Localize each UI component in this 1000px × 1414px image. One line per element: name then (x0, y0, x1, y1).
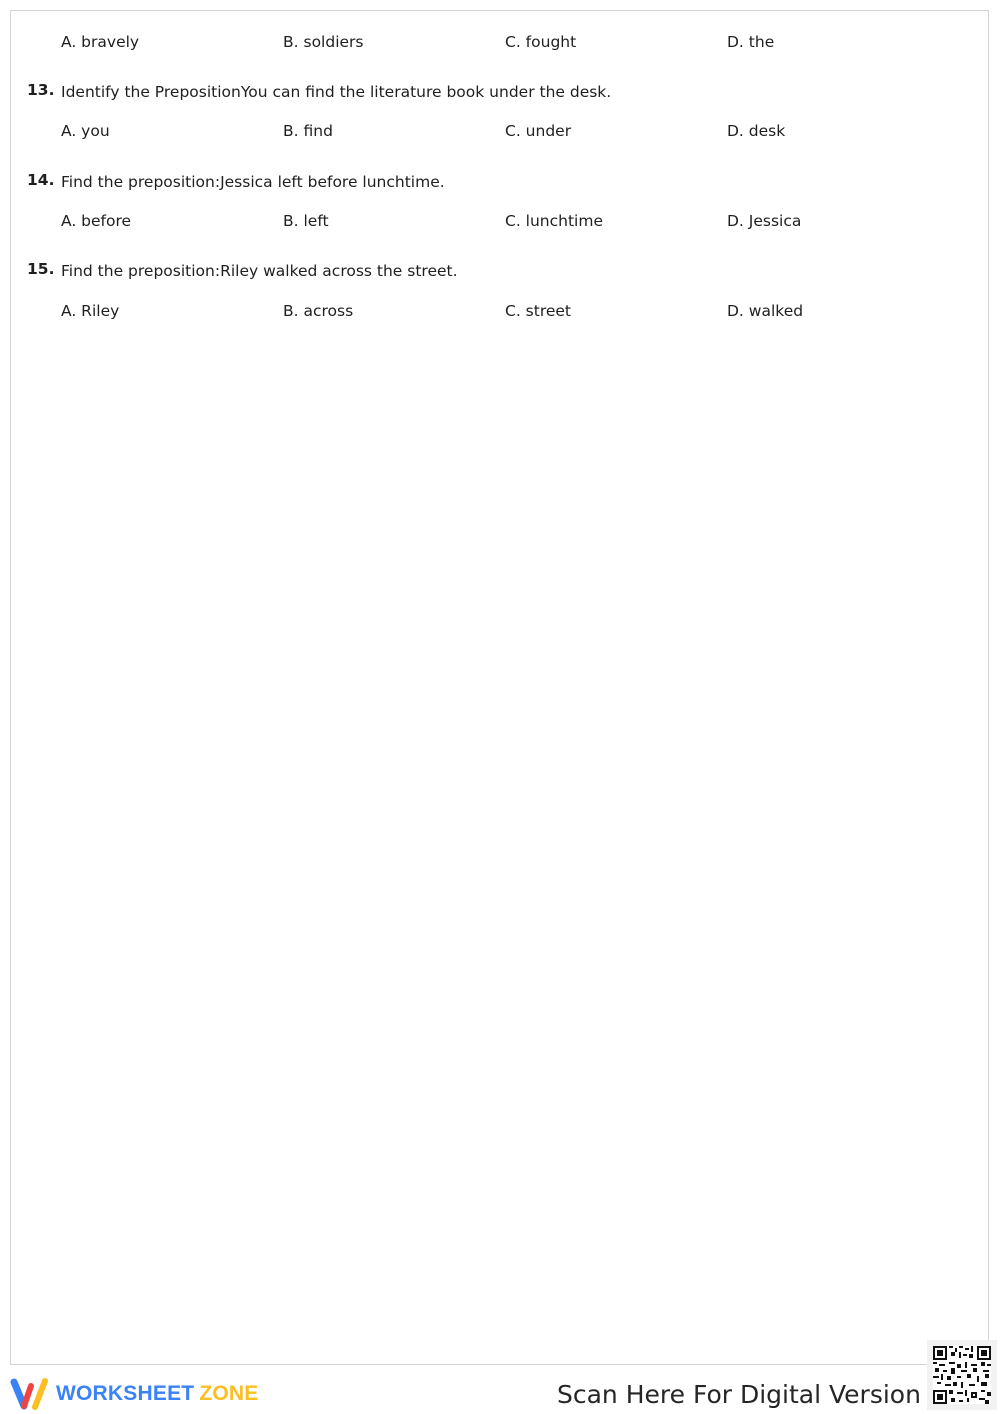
option-c: C. under (505, 122, 572, 140)
option-a: A. before (61, 212, 132, 230)
logo-text-zone: ZONE (199, 1382, 259, 1405)
question-13-options (0, 120, 1000, 142)
worksheetzone-logo[interactable] (9, 1377, 258, 1411)
option-b: B. left (283, 212, 329, 230)
option-b: B. across (283, 302, 354, 320)
question-14 (0, 170, 1000, 194)
question-number: 15. (27, 260, 55, 278)
question-15-options (0, 300, 1000, 322)
option-a: A. you (61, 122, 110, 140)
question-15 (0, 259, 1000, 283)
worksheetzone-logo-icon (9, 1377, 51, 1411)
option-c: C. lunchtime (505, 212, 603, 230)
option-b: B. soldiers (283, 33, 364, 51)
question-number: 14. (27, 171, 55, 189)
option-d: D. the (727, 33, 775, 51)
logo-text-worksheet: WORKSHEET (56, 1382, 195, 1405)
option-d: D. Jessica (727, 212, 802, 230)
option-d: D. desk (727, 122, 786, 140)
option-a: A. Riley (61, 302, 120, 320)
option-c: C. street (505, 302, 572, 320)
question-13 (0, 80, 1000, 104)
question-text: Identify the PrepositionYou can find the literature book under the desk. (61, 83, 612, 101)
question-12-options (0, 31, 1000, 53)
question-number: 13. (27, 81, 55, 99)
question-text: Find the preposition:Jessica left before lunchtime. (61, 173, 445, 191)
question-14-options (0, 210, 1000, 232)
option-a: A. bravely (61, 33, 140, 51)
scan-here-label: Scan Here For Digital Version (557, 1380, 921, 1409)
question-text: Find the preposition:Riley walked across the street. (61, 262, 458, 280)
option-b: B. find (283, 122, 333, 140)
option-c: C. fought (505, 33, 577, 51)
option-d: D. walked (727, 302, 804, 320)
qr-code-icon[interactable] (927, 1340, 997, 1410)
qr-code-graphic (933, 1346, 991, 1404)
